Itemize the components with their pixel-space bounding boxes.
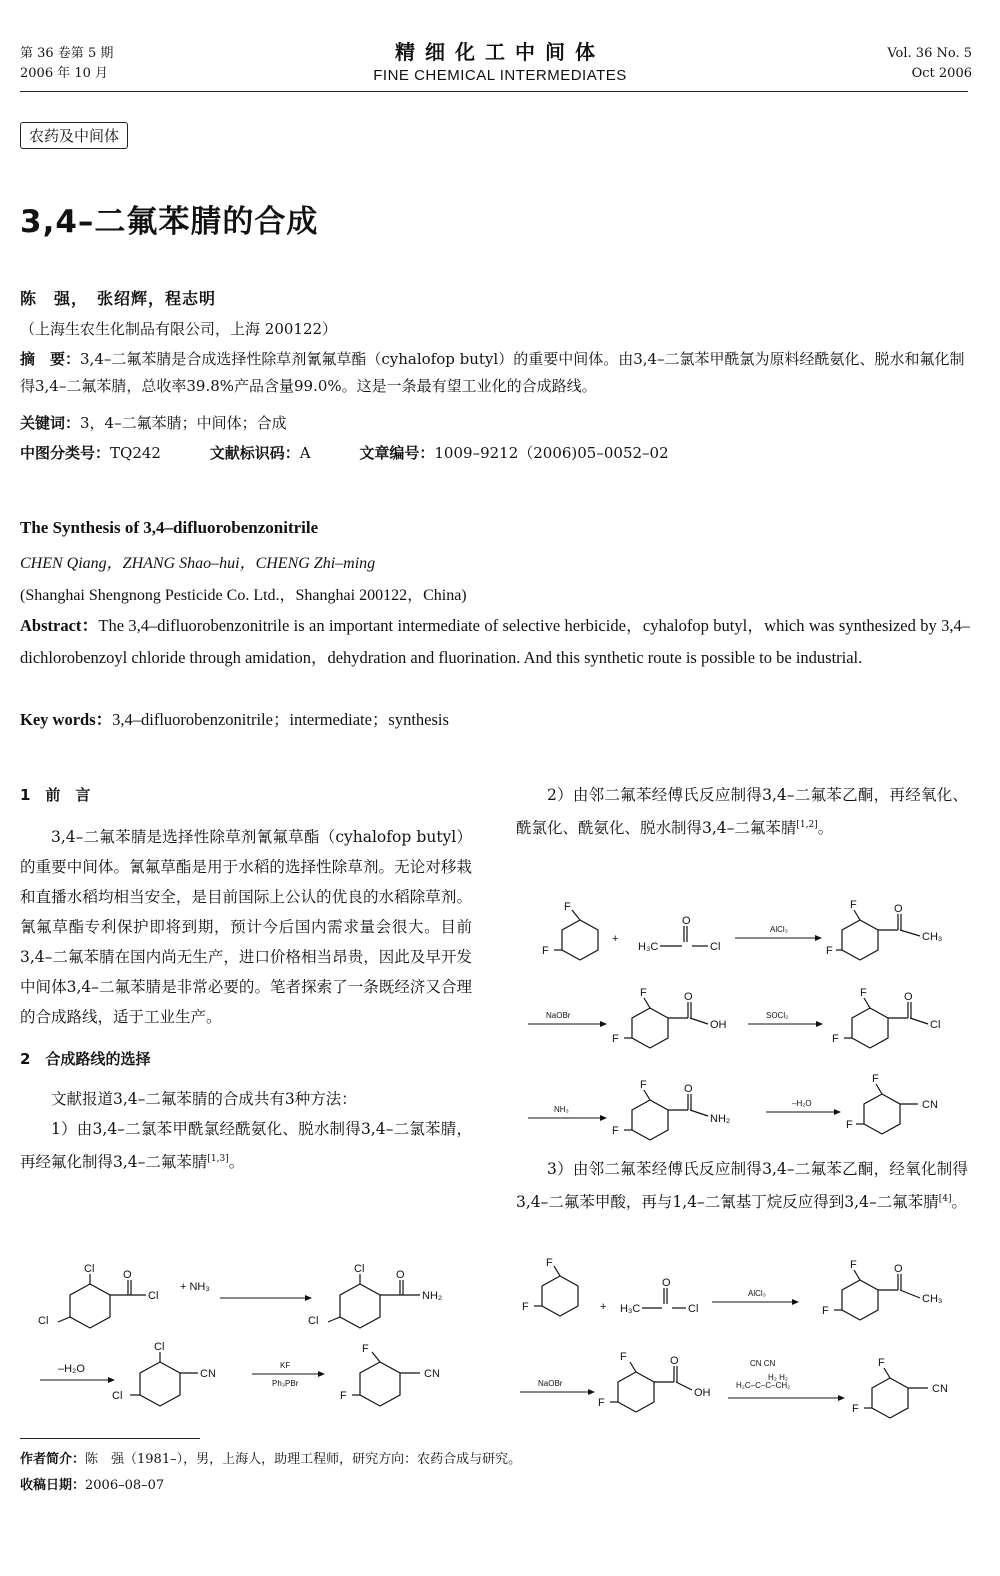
cl-label: Cl	[38, 1315, 49, 1327]
f-label: F	[846, 1119, 853, 1131]
f-label: F	[620, 1351, 627, 1363]
o-label: O	[684, 1083, 693, 1095]
arrow-head	[318, 1371, 325, 1377]
scheme-method-1	[20, 1262, 490, 1422]
arrow-head	[600, 1021, 607, 1027]
abstract-label: 摘 要：	[20, 350, 81, 368]
acetyl-chloride-bonds	[660, 926, 708, 946]
footnote-rule	[20, 1438, 200, 1439]
f-label: F	[826, 945, 833, 957]
reagent-kf: KF	[280, 1361, 291, 1370]
difluorobenzoic-acid-structure	[610, 1362, 692, 1412]
right-column-mid	[516, 1154, 968, 1217]
english-keywords-text: 3,4–difluorobenzonitrile；intermediate；synthesis	[112, 710, 449, 729]
header-right	[887, 44, 972, 84]
method-1: 1）由3,4–二氯苯甲酰氯经酰氨化、脱水制得3,4–二氯苯腈，再经氟化制得3,4–二氟苯腈[1,3]。	[20, 1120, 472, 1172]
cl-label: Cl	[148, 1290, 159, 1302]
clc-label: 中图分类号：	[20, 444, 111, 462]
journal-header	[0, 36, 1000, 84]
f-label: F	[522, 1301, 529, 1313]
o-label: O	[123, 1269, 132, 1281]
o-label: O	[682, 915, 691, 927]
journal-name-cn: 精细化工中间体	[395, 40, 605, 64]
clc-value: TQ242	[110, 444, 161, 462]
oh-label: OH	[694, 1387, 711, 1399]
classification	[20, 442, 970, 463]
cl-label: Cl	[84, 1263, 95, 1275]
h3c-label: H₃C	[620, 1303, 641, 1315]
oh-label: OH	[710, 1019, 727, 1031]
dinitrile-h-labels: H₂ H₂	[768, 1373, 788, 1382]
cl-label: Cl	[112, 1390, 123, 1402]
keywords-label: 关键词：	[20, 414, 81, 432]
date-en: Oct 2006	[911, 66, 972, 81]
english-abstract-label: Abstract：	[20, 616, 99, 635]
reagent-socl2: SOCl₂	[766, 1011, 789, 1020]
scheme-method-2	[520, 880, 970, 1142]
ch3-label: CH₃	[922, 1293, 943, 1305]
section-1-paragraph: 3,4–二氟苯腈是选择性除草剂氰氟草酯（cyhalofop butyl）的重要中间体。氰氟草酯是用于水稻的选择性除草剂。无论对移栽和直播水稻均相当安全，是目前国际上公认的优良的水稻除草剂。氰氟草酯专利保护即将到期，预计今后国内需求量会很大。目前3,4–二氟苯腈在国内尚无生产，进口价格相当昂贵，因此及早开发中间体3,4–二氟苯腈是非常必要的。笔者探索了一条既经济又合理的合成路线，适于工业生产。	[20, 828, 472, 1026]
cn-label: CN	[922, 1099, 938, 1111]
reagent-naobr: NaOBr	[546, 1011, 571, 1020]
reagent-alcl3: AlCl₃	[748, 1289, 766, 1298]
ch3-label: CH₃	[922, 931, 943, 943]
received-date-label: 收稿日期：	[20, 1478, 86, 1493]
o-label: O	[670, 1355, 679, 1367]
method-2: 2）由邻二氟苯经傅氏反应制得3,4–二氟苯乙酮，再经氧化、酰氯化、酰氨化、脱水制得3,4–二氟苯腈[1,2]。	[516, 786, 968, 838]
difluorobenzene-structure	[534, 1266, 578, 1316]
cl-label: Cl	[710, 941, 721, 953]
dinitrile-formula: H₂C–C–C–CH₂	[736, 1381, 791, 1390]
o-label: O	[396, 1269, 405, 1281]
cl-label: Cl	[154, 1341, 165, 1353]
f-label: F	[542, 945, 549, 957]
f-label: F	[878, 1357, 885, 1369]
dichlorobenzoyl-chloride-structure	[58, 1274, 146, 1328]
f-label: F	[564, 901, 571, 913]
dinitrile-cn-labels: CN CN	[750, 1359, 776, 1368]
f-label: F	[640, 987, 647, 999]
authors: 陈 强， 张绍辉，程志明	[20, 289, 217, 308]
f-label: F	[546, 1257, 553, 1269]
h3c-label: H₃C	[638, 941, 659, 953]
dichlorobenzonitrile-structure	[130, 1352, 198, 1406]
paper-title: 3,4–二氟苯腈的合成	[20, 204, 319, 240]
english-abstract-text: The 3,4–difluorobenzonitrile is an important intermediate of selective herbicide，cyhalofop butyl，which was synthesized by 3,4–dichlorobenzoyl chloride through amidation，dehydration and fluorination. And this synthetic route is possible to be industrial.	[20, 616, 971, 667]
f-label: F	[832, 1033, 839, 1045]
section-2-intro: 文献报道3,4–二氟苯腈的合成共有3种方法：	[51, 1090, 357, 1108]
affiliation: （上海生农生化制品有限公司，上海 200122）	[20, 320, 338, 338]
reagent-naobr: NaOBr	[538, 1379, 563, 1388]
abstract-cn	[20, 346, 970, 400]
f-label: F	[872, 1073, 879, 1085]
o-label: O	[662, 1277, 671, 1289]
english-abstract	[20, 610, 970, 674]
arrow-head	[815, 935, 822, 941]
dichlorobenzamide-structure	[328, 1274, 420, 1328]
difluorobenzamide-structure	[624, 1090, 708, 1140]
plus-sign: +	[612, 933, 619, 945]
difluorobenzoyl-chloride-structure	[844, 998, 928, 1048]
author-bio-label: 作者简介：	[20, 1452, 86, 1467]
left-column	[20, 780, 472, 1177]
arrow-head	[600, 1115, 607, 1121]
arrow-head	[588, 1389, 595, 1395]
method-1-ref: [1,3]	[207, 1154, 229, 1164]
volume-cn: 第 36 卷第 5 期	[20, 46, 114, 61]
header-rule	[20, 91, 968, 92]
reagent-alcl3: AlCl₃	[770, 925, 788, 934]
f-label: F	[850, 899, 857, 911]
cn-label: CN	[424, 1368, 440, 1380]
keywords-text: 3，4–二氟苯腈；中间体；合成	[80, 414, 287, 432]
f-label: F	[612, 1033, 619, 1045]
author-bio-text: 陈 强（1981–），男，上海人，助理工程师，研究方向：农药合成与研究。	[85, 1452, 522, 1467]
doc-code-value: A	[299, 444, 311, 462]
difluorobenzene-structure	[554, 910, 598, 960]
f-label: F	[860, 987, 867, 999]
f-label: F	[362, 1343, 369, 1355]
method-3-ref: [4]	[938, 1194, 952, 1204]
reagent-nh3-step: NH₃	[554, 1105, 569, 1114]
article-id-value: 1009–9212（2006)05–0052–02	[434, 444, 669, 462]
reagent-ph3pbr: Ph₃PBr	[272, 1379, 299, 1388]
english-title: The Synthesis of 3,4–difluorobenzonitrile	[20, 518, 319, 537]
section-1-heading: 1 前 言	[20, 786, 91, 804]
method-2-ref: [1,2]	[796, 820, 818, 830]
difluorobenzoic-acid-structure	[624, 998, 708, 1048]
english-keywords	[20, 706, 449, 730]
author-bio	[20, 1448, 521, 1467]
received-date	[20, 1474, 164, 1493]
keywords-cn	[20, 410, 970, 437]
arrow-head	[792, 1299, 799, 1305]
cl-label: Cl	[930, 1019, 941, 1031]
right-column-top	[516, 780, 968, 843]
f-label: F	[852, 1403, 859, 1415]
cl-label: Cl	[308, 1315, 319, 1327]
difluorobenzonitrile-structure	[864, 1368, 928, 1418]
nh2-label: NH₂	[422, 1290, 443, 1302]
cn-label: CN	[932, 1383, 948, 1395]
o-label: O	[894, 903, 903, 915]
arrow-head	[108, 1377, 115, 1383]
arrow-head	[834, 1109, 841, 1115]
method-3: 3）由邻二氟苯经傅氏反应制得3,4–二氟苯乙酮，经氧化制得3,4–二氟苯甲酸，再与1,4–二氰基丁烷反应得到3,4–二氟苯腈[4]。	[516, 1160, 968, 1212]
f-label: F	[850, 1259, 857, 1271]
acetyl-chloride-bonds	[642, 1288, 686, 1308]
volume-en: Vol. 36 No. 5	[887, 46, 972, 61]
difluoroacetophenone-structure	[834, 1270, 920, 1320]
section-tag: 农药及中间体	[20, 122, 128, 149]
difluoroacetophenone-structure	[836, 910, 920, 960]
english-authors: CHEN Qiang，ZHANG Shao–hui，CHENG Zhi–ming	[20, 555, 376, 572]
arrow-head	[838, 1395, 845, 1401]
cl-label: Cl	[688, 1303, 699, 1315]
english-keywords-label: Key words：	[20, 710, 113, 729]
difluorobenzonitrile-structure	[856, 1084, 918, 1134]
received-date-value: 2006–08–07	[85, 1478, 165, 1493]
f-label: F	[640, 1079, 647, 1091]
o-label: O	[894, 1263, 903, 1275]
arrow-head	[816, 1021, 823, 1027]
scheme-method-3	[516, 1256, 972, 1428]
journal-name-en: FINE CHEMICAL INTERMEDIATES	[373, 67, 627, 84]
section-2-heading: 2 合成路线的选择	[20, 1050, 151, 1068]
f-label: F	[598, 1397, 605, 1409]
reagent-nh3: + NH₃	[180, 1281, 210, 1293]
reagent-h2o: –H₂O	[792, 1099, 812, 1108]
cl-label: Cl	[354, 1263, 365, 1275]
english-affiliation: (Shanghai Shengnong Pesticide Co. Ltd.，Shanghai 200122，China)	[20, 587, 467, 604]
difluorobenzonitrile-structure	[352, 1352, 420, 1406]
reagent-h2o: –H₂O	[58, 1363, 85, 1375]
cn-label: CN	[200, 1368, 216, 1380]
plus-sign: +	[600, 1301, 607, 1313]
date-cn: 2006 年 10 月	[20, 66, 109, 81]
o-label: O	[904, 991, 913, 1003]
doc-code-label: 文献标识码：	[209, 444, 300, 462]
f-label: F	[340, 1390, 347, 1402]
arrow-head	[305, 1295, 312, 1301]
f-label: F	[822, 1305, 829, 1317]
abstract-text: 3,4–二氟苯腈是合成选择性除草剂氰氟草酯（cyhalofop butyl）的重要中间体。由3,4–二氯苯甲酰氯为原料经酰氨化、脱水和氟化制得3,4–二氟苯腈，总收率39.8%产品含量99.0%。这是一条最有望工业化的合成路线。	[20, 350, 965, 395]
o-label: O	[684, 991, 693, 1003]
article-id-label: 文章编号：	[359, 444, 435, 462]
f-label: F	[612, 1125, 619, 1137]
nh2-label: NH₂	[710, 1113, 731, 1125]
